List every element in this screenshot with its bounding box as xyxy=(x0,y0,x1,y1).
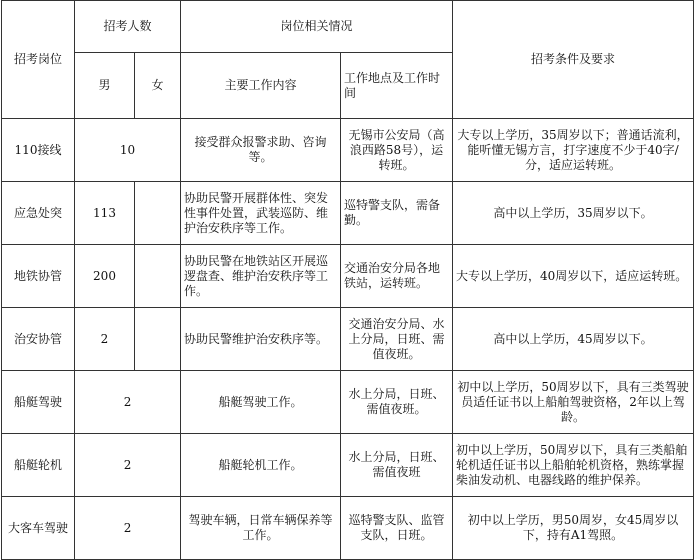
cell-position: 应急处突 xyxy=(2,182,75,245)
cell-position: 110接线 xyxy=(2,119,75,182)
recruitment-table xyxy=(1,0,694,560)
cell-count: 200 xyxy=(75,245,135,308)
header-row-top xyxy=(2,1,694,53)
cell-requirement: 初中以上学历，50周岁以下，具有三类船舶轮机适任证书以上船舶轮机资格，熟练掌握柴油发动机、电器线路的维护保养。 xyxy=(453,434,694,497)
cell-position: 大客车驾驶 xyxy=(2,497,75,560)
cell-position: 船艇驾驶 xyxy=(2,371,75,434)
cell-work: 船艇驾驶工作。 xyxy=(181,371,341,434)
cell-requirement: 高中以上学历，35周岁以下。 xyxy=(453,182,694,245)
cell-work: 协助民警维护治安秩序等。 xyxy=(181,308,341,371)
table-row xyxy=(2,371,694,434)
cell-requirement: 高中以上学历，45周岁以下。 xyxy=(453,308,694,371)
table-row xyxy=(2,119,694,182)
cell-location: 巡特警支队、监管支队，日班。 xyxy=(341,497,453,560)
header-location-time: 工作地点及工作时间 xyxy=(341,53,453,119)
header-female: 女 xyxy=(135,53,181,119)
cell-work: 协助民警开展群体性、突发性事件处置，武装巡防、维护治安秩序等工作。 xyxy=(181,182,341,245)
table-row xyxy=(2,308,694,371)
cell-location: 无锡市公安局（高浪西路58号），运转班。 xyxy=(341,119,453,182)
table-row xyxy=(2,434,694,497)
cell-female-empty xyxy=(135,245,181,308)
cell-work: 船艇轮机工作。 xyxy=(181,434,341,497)
cell-location: 水上分局，日班、需值夜班。 xyxy=(341,371,453,434)
cell-position: 船艇轮机 xyxy=(2,434,75,497)
header-male: 男 xyxy=(75,53,135,119)
header-main-work: 主要工作内容 xyxy=(181,53,341,119)
cell-count: 10 xyxy=(75,119,181,182)
cell-count: 2 xyxy=(75,308,135,371)
cell-count: 2 xyxy=(75,497,181,560)
cell-female-empty xyxy=(135,182,181,245)
cell-requirement: 大专以上学历，35周岁以下；普通话流利，能听懂无锡方言，打字速度不少于40字/分，适应运转班。 xyxy=(453,119,694,182)
table-row xyxy=(2,245,694,308)
cell-count: 113 xyxy=(75,182,135,245)
cell-requirement: 初中以上学历，男50周岁，女45周岁以下，持有A1驾照。 xyxy=(453,497,694,560)
cell-location: 交通治安分局、水上分局，日班、需值夜班。 xyxy=(341,308,453,371)
cell-work: 驾驶车辆，日常车辆保养等工作。 xyxy=(181,497,341,560)
table-row xyxy=(2,497,694,560)
cell-work: 协助民警在地铁站区开展巡逻盘查、维护治安秩序等工作。 xyxy=(181,245,341,308)
cell-count: 2 xyxy=(75,434,181,497)
cell-location: 水上分局，日班、需值夜班 xyxy=(341,434,453,497)
cell-requirement: 大专以上学历，40周岁以下，适应运转班。 xyxy=(453,245,694,308)
header-count: 招考人数 xyxy=(75,1,181,53)
cell-female-empty xyxy=(135,308,181,371)
cell-requirement: 初中以上学历，50周岁以下，具有三类驾驶员适任证书以上船舶驾驶资格，2年以上驾龄。 xyxy=(453,371,694,434)
cell-position: 地铁协管 xyxy=(2,245,75,308)
table-row xyxy=(2,182,694,245)
cell-location: 交通治安分局各地铁站，运转班。 xyxy=(341,245,453,308)
cell-work: 接受群众报警求助、咨询等。 xyxy=(181,119,341,182)
cell-location: 巡特警支队，需备勤。 xyxy=(341,182,453,245)
header-job-info: 岗位相关情况 xyxy=(181,1,453,53)
cell-count: 2 xyxy=(75,371,181,434)
header-position: 招考岗位 xyxy=(2,1,75,119)
header-requirements: 招考条件及要求 xyxy=(453,1,694,119)
cell-position: 治安协管 xyxy=(2,308,75,371)
